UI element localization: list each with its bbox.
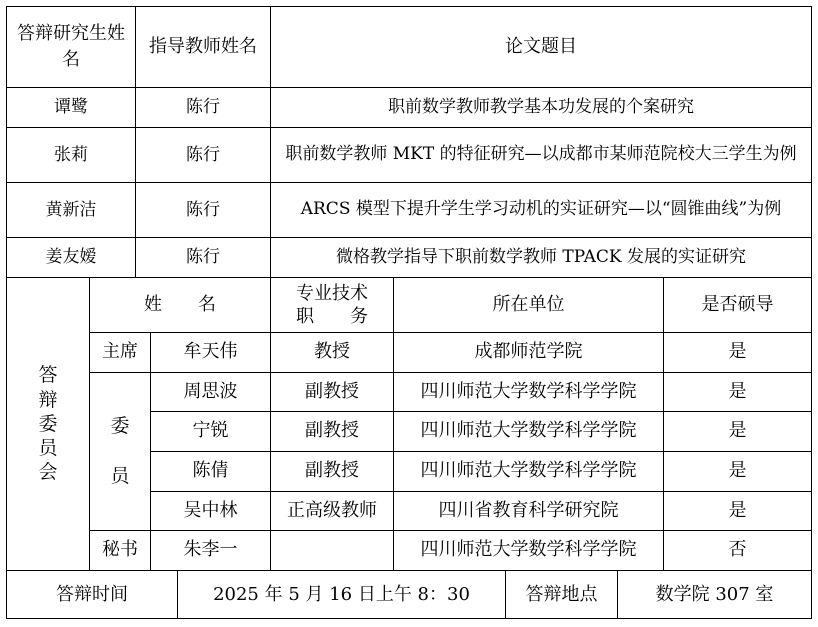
thesis-title: ARCS 模型下提升学生学习动机的实证研究—以“圆锥曲线”为例 <box>300 199 782 220</box>
member-unit: 四川省教育科学研究院 <box>438 499 619 521</box>
advisor-name: 陈行 <box>186 144 220 165</box>
member-unit: 四川师范大学数学科学学院 <box>420 460 637 482</box>
defense-time-value: 2025 年 5 月 16 日上午 8：30 <box>213 583 470 605</box>
student-name: 谭鹭 <box>54 97 88 118</box>
member-name: 朱李一 <box>183 539 238 561</box>
member-name: 宁锐 <box>192 420 229 442</box>
role-member: 委员 <box>110 415 130 487</box>
committee-header-supervisor: 是否硕导 <box>701 293 774 315</box>
member-unit: 四川师范大学数学科学学院 <box>420 539 637 561</box>
member-supervisor: 是 <box>728 380 747 402</box>
advisor-name: 陈行 <box>186 199 220 220</box>
member-title: 教授 <box>314 341 350 363</box>
committee-label: 答辩委员会 <box>38 364 58 484</box>
header-thesis-title: 论文题目 <box>505 35 577 57</box>
member-unit: 四川师范大学数学科学学院 <box>420 420 637 442</box>
member-title: 副教授 <box>305 380 359 402</box>
defense-place-value: 数学院 307 室 <box>655 583 774 605</box>
member-supervisor: 是 <box>728 420 747 442</box>
committee-header-name: 姓 名 <box>144 293 216 315</box>
committee-header-title: 专业技术职 务 <box>296 282 368 327</box>
member-supervisor: 是 <box>728 499 747 521</box>
member-supervisor: 否 <box>728 539 747 561</box>
member-supervisor: 是 <box>728 341 747 363</box>
member-title <box>271 531 393 570</box>
student-name: 黄新洁 <box>45 199 97 220</box>
member-unit: 成都师范学院 <box>474 341 583 363</box>
student-name: 姜友嫒 <box>45 247 97 268</box>
defense-time-label: 答辩时间 <box>56 583 128 605</box>
member-name: 吴中林 <box>183 499 238 521</box>
role-chair: 主席 <box>102 341 138 363</box>
header-student-name: 答辩研究生姓名 <box>17 22 125 70</box>
advisor-name: 陈行 <box>186 247 220 268</box>
thesis-title: 职前数学教师教学基本功发展的个案研究 <box>388 97 694 118</box>
member-supervisor: 是 <box>728 460 747 482</box>
member-title: 副教授 <box>305 420 359 442</box>
student-name: 张莉 <box>54 144 88 165</box>
advisor-name: 陈行 <box>186 97 220 118</box>
thesis-title: 微格教学指导下职前数学教师 TPACK 发展的实证研究 <box>335 247 746 268</box>
member-name: 陈倩 <box>192 460 229 482</box>
thesis-title: 职前数学教师 MKT 的特征研究—以成都市某师范院校大三学生为例 <box>285 144 797 165</box>
role-secretary: 秘书 <box>102 539 138 561</box>
member-title: 正高级教师 <box>287 499 377 521</box>
committee-header-unit: 所在单位 <box>492 293 565 315</box>
member-unit: 四川师范大学数学科学学院 <box>420 380 637 402</box>
header-advisor-name: 指导教师姓名 <box>149 35 257 57</box>
member-name: 周思波 <box>183 380 238 402</box>
member-title: 副教授 <box>305 460 359 482</box>
defense-place-label: 答辩地点 <box>525 583 598 605</box>
member-name: 牟天伟 <box>183 341 238 363</box>
